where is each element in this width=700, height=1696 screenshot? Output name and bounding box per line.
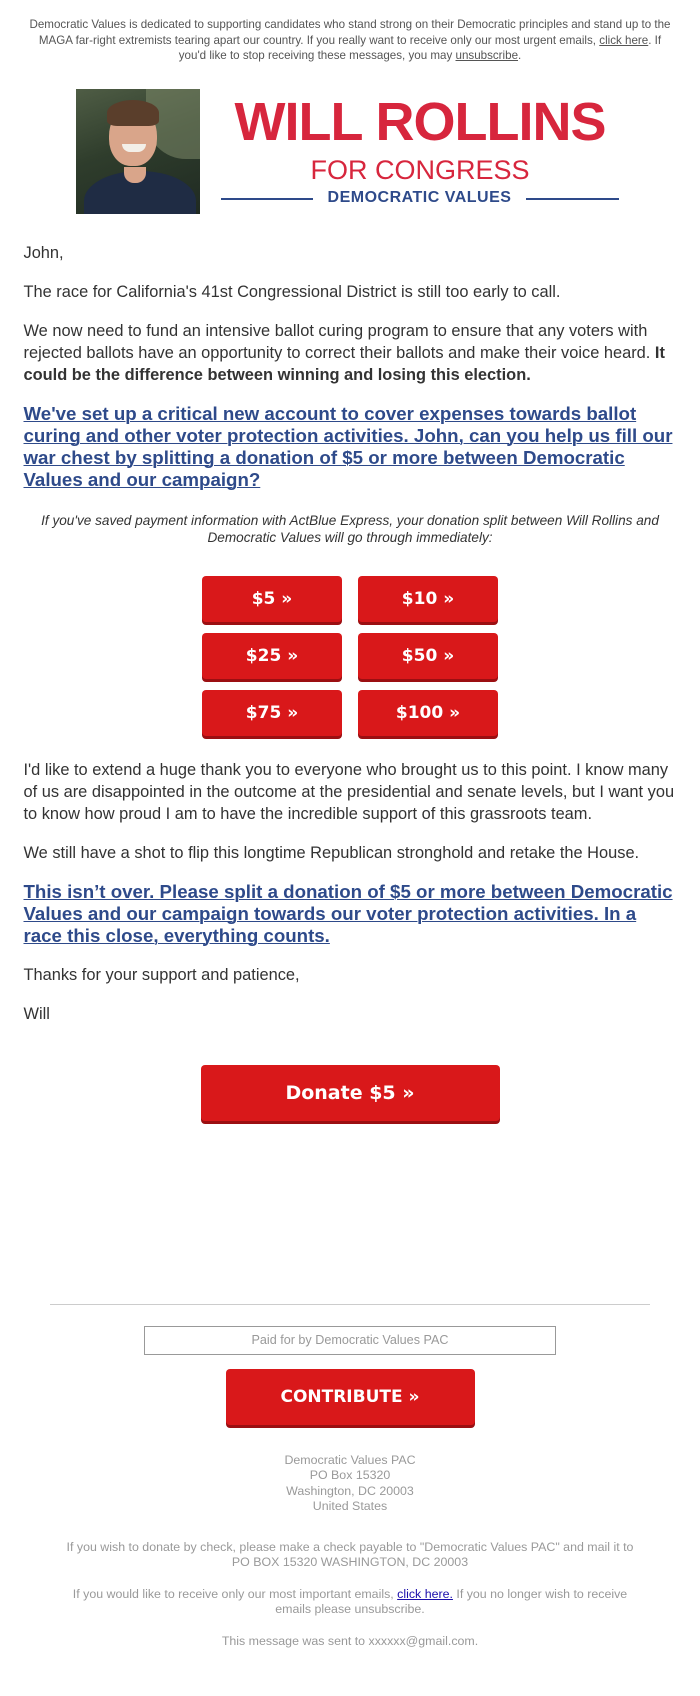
donate-75-button[interactable]: $75 » — [202, 690, 342, 736]
address-line: United States — [312, 1499, 388, 1513]
address-line: PO Box 15320 — [309, 1468, 391, 1482]
address-line: Democratic Values PAC — [284, 1452, 416, 1467]
donate-5-button[interactable]: $5 » — [202, 576, 342, 622]
donate-50-button[interactable]: $50 » — [358, 633, 498, 679]
for-congress-logo: FOR CONGRESS — [310, 154, 530, 185]
mailing-address — [0, 1453, 700, 1515]
actblue-note: If you've saved payment information with ActBlue Express, your donation split between Will Rollins and Democratic Values will go through immediately: — [41, 512, 659, 545]
signature: Will — [23, 1004, 50, 1023]
paragraph-bold-emphasis: It could be the difference between winning and losing this election. — [23, 343, 665, 384]
contribute-button[interactable]: CONTRIBUTE » — [226, 1369, 475, 1425]
candidate-photo — [76, 89, 200, 214]
cta-paragraph-2 — [24, 881, 678, 947]
donate-5-big-button[interactable]: Donate $5 » — [201, 1065, 500, 1121]
footer-divider — [50, 1304, 650, 1305]
donate-10-button[interactable]: $10 » — [358, 576, 498, 622]
cta-link-split-donation[interactable]: We've set up a critical new account to cover expenses towards ballot curing and other voter protection activities. John, can you help us fill our war chest by splitting a donation of $5 or more between Democratic Values and our campaign? — [23, 402, 673, 490]
sent-to-notice: This message was sent to xxxxxx@gmail.com. — [221, 1633, 479, 1648]
logo-rule-left — [221, 198, 313, 200]
democratic-values-logo: DEMOCRATIC VALUES — [327, 188, 512, 206]
preheader-text-c: . — [518, 49, 522, 62]
urgent-emails-link[interactable]: click here — [599, 33, 649, 47]
paragraph-race: The race for California's 41st Congressional District is still too early to call. — [23, 282, 561, 301]
preheader-text-a: Democratic Values is dedicated to supporting candidates who stand strong on their Democratic principles and stand up to the MAGA far-right extremists tearing apart our country. If you really want to receive only our most urgent emails, — [29, 18, 671, 47]
thanks-line: Thanks for your support and patience, — [23, 965, 300, 984]
donation-buttons — [202, 576, 498, 736]
paragraph-thank-you: I'd like to extend a huge thank you to everyone who brought us to this point. I know many of us are disappointed in the outcome at the presidential and senate levels, but I want you to know how proud I am to have the incredible support of this grassroots team. — [23, 760, 675, 823]
paragraph-shot-to-flip: We still have a shot to flip this longtime Republican stronghold and retake the House. — [23, 843, 640, 862]
email-preferences: If you would like to receive only our most important emails, click here. If you no longer wish to receive emails please unsubscribe. — [72, 1586, 628, 1616]
paragraph-ballot-curing: We now need to fund an intensive ballot curing program to ensure that any voters with rejected ballots have an opportunity to correct their ballots and make their voice heard. It could be the difference between winning and losing this election. — [23, 321, 665, 384]
important-emails-link[interactable]: click here. — [397, 1586, 453, 1601]
check-instructions: If you wish to donate by check, please make a check payable to "Democratic Values PAC" and mail it to PO BOX 15320 WASHINGTON, DC 20003 — [66, 1539, 634, 1569]
preheader-text-b: . If you'd like to stop receiving these messages, you may — [178, 33, 662, 62]
paid-for-disclaimer: Paid for by Democratic Values PAC — [144, 1326, 556, 1355]
cta-paragraph-1 — [24, 403, 678, 491]
donate-25-button[interactable]: $25 » — [202, 633, 342, 679]
donate-100-button[interactable]: $100 » — [358, 690, 498, 736]
logo-rule-right — [526, 198, 619, 200]
message-body — [23, 242, 678, 491]
candidate-name-logo: WILL ROLLINS — [234, 91, 606, 152]
preheader — [25, 0, 675, 64]
address-line: Washington, DC 20003 — [286, 1483, 414, 1498]
campaign-banner[interactable] — [0, 89, 700, 226]
unsubscribe-link[interactable]: unsubscribe — [455, 49, 519, 62]
message-body-2 — [23, 759, 678, 1025]
greeting: John, — [23, 243, 64, 262]
cta-link-not-over[interactable]: This isn’t over. Please split a donation of $5 or more between Democratic Values and our campaign towards our voter protection activities. In a race this close, everything counts. — [23, 880, 673, 946]
